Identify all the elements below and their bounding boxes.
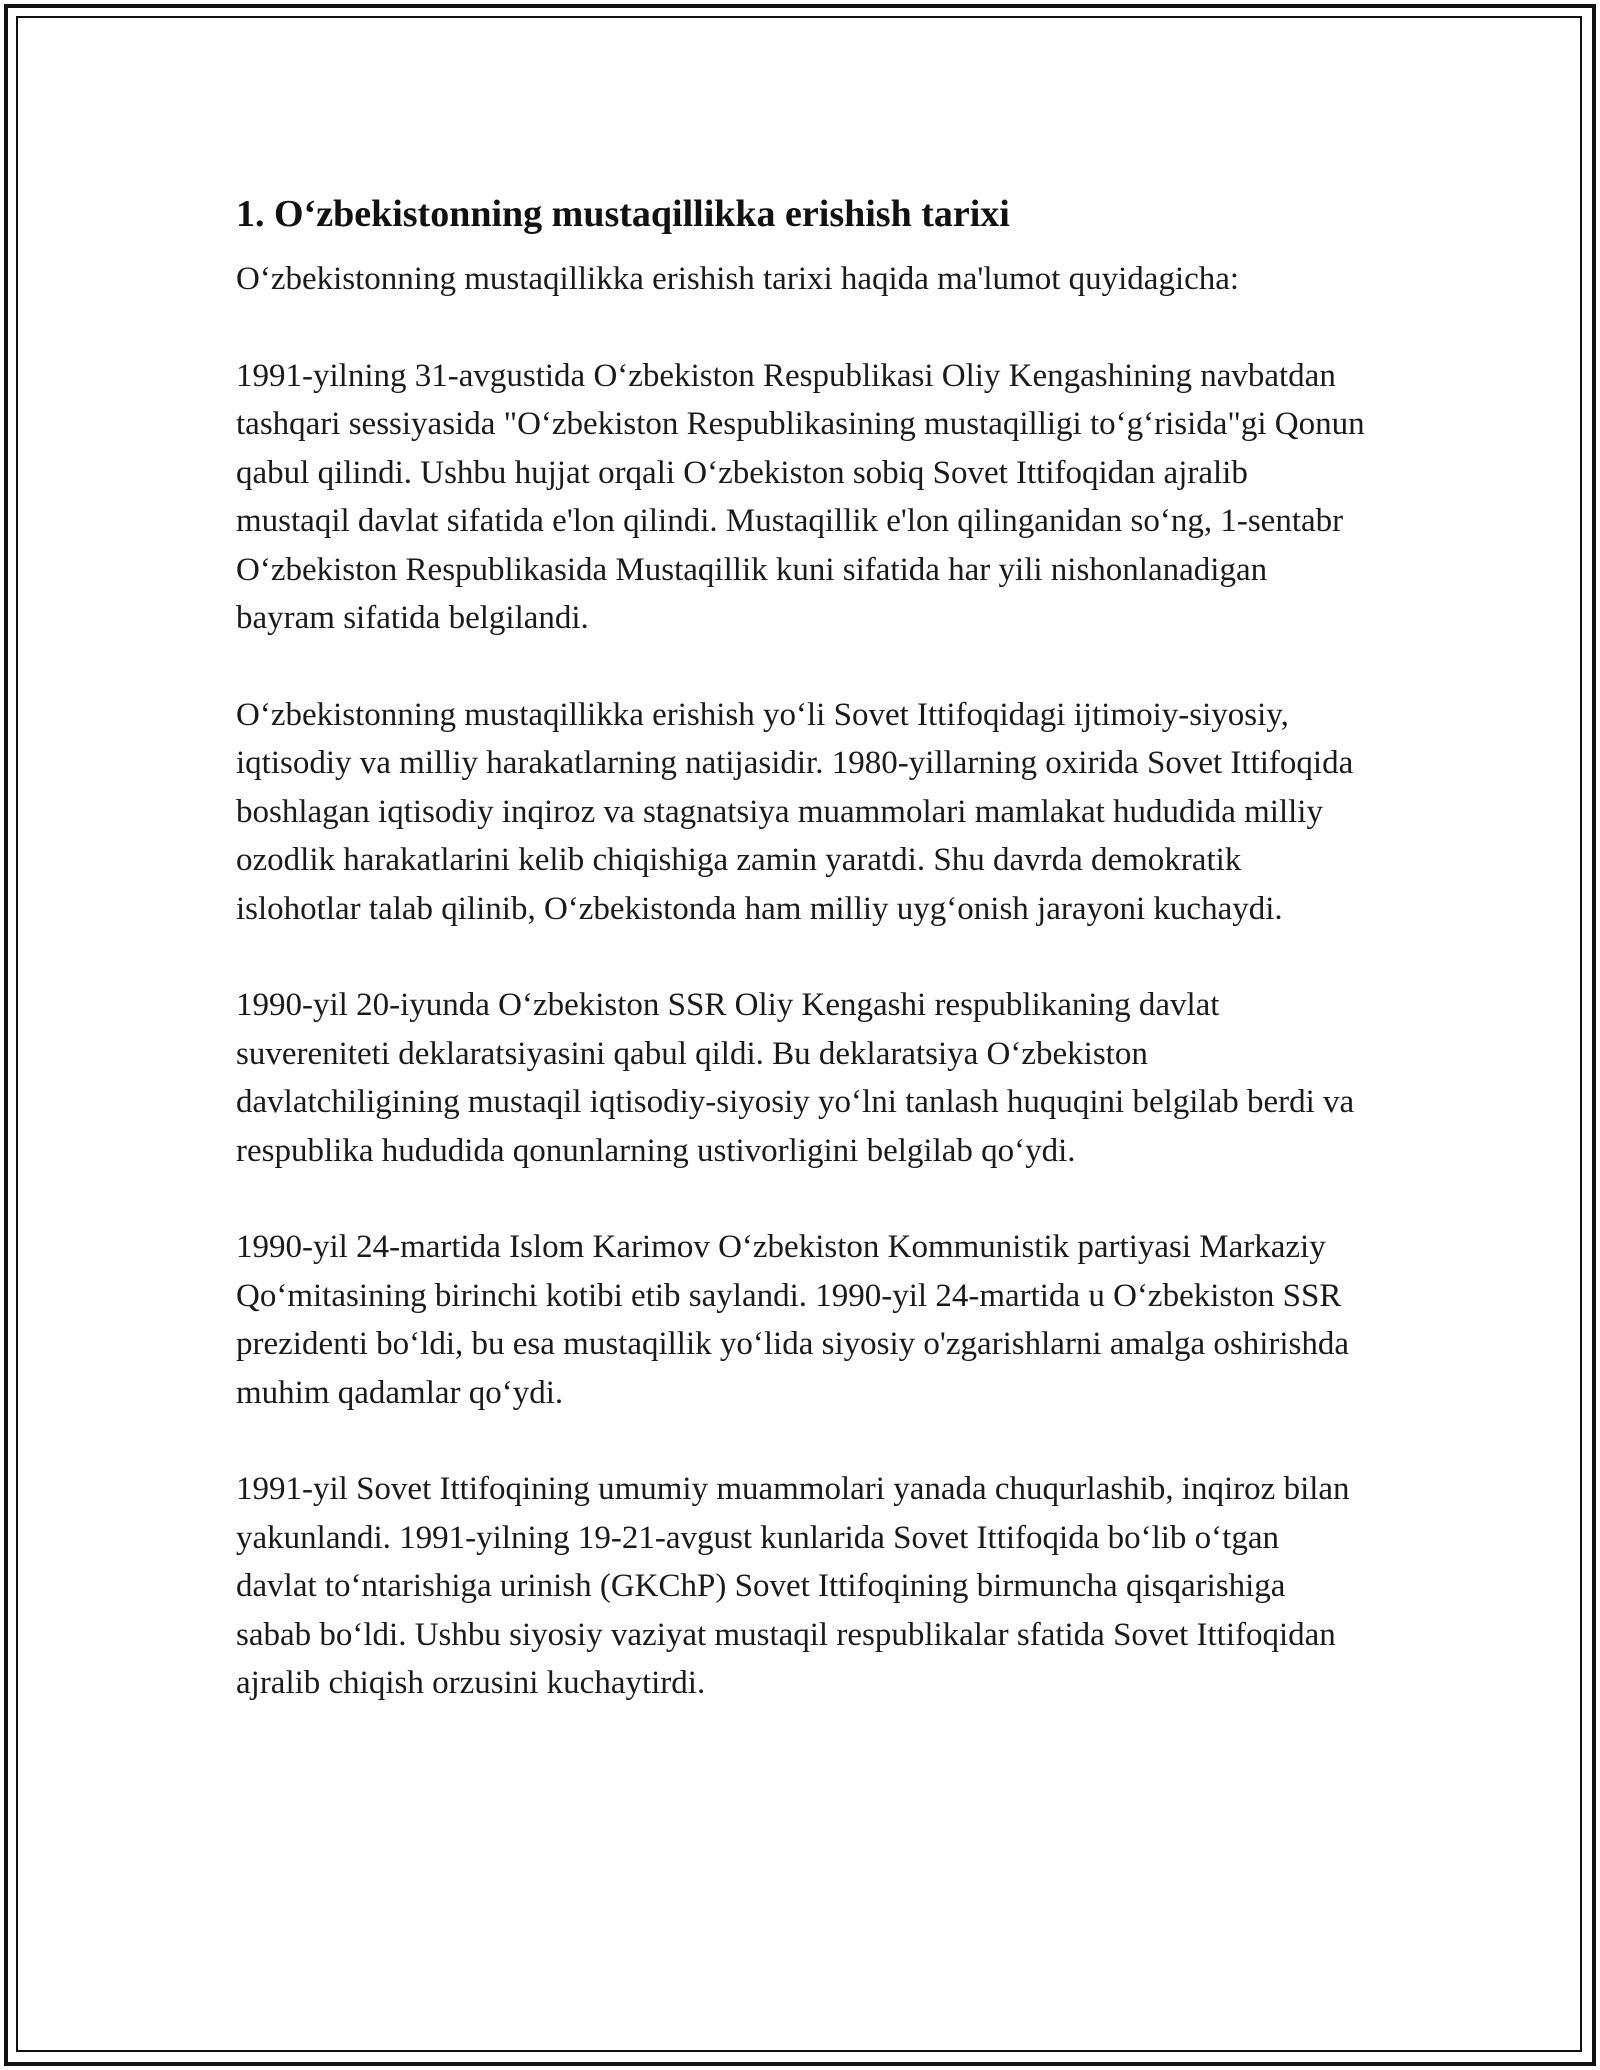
document-body — [236, 185, 1366, 1756]
paragraph-independence-law: 1991-yilning 31-avgustida O‘zbekiston Respublikasi Oliy Kengashining navbatdan tashqari sessiyasida "O‘zbekiston Respublikasining mustaqilligi to‘g‘risida"gi Qonun qabul qilindi. Ushbu hujjat orqali O‘zbekiston sobiq Sovet Ittifoqidan ajralib mustaqil davlat sifatida e'lon qilindi. Mustaqillik e'lon qilinganidan so‘ng, 1-sentabr O‘zbekiston Respublikasida Mustaqillik kuni sifatida har yili nishonlanadigan bayram sifatida belgilandi. — [236, 357, 1365, 636]
paragraph-karimov-election: 1990-yil 24-martida Islom Karimov O‘zbekiston Kommunistik partiyasi Markaziy Qo‘mitasining birinchi kotibi etib saylandi. 1990-yil 24-martida u O‘zbekiston SSR prezidenti bo‘ldi, bu esa mustaqillik yo‘lida siyosiy o'zgarishlarni amalga oshirishda muhim qadamlar qo‘ydi. — [236, 1229, 1350, 1411]
paragraph-gkchp-crisis: 1991-yil Sovet Ittifoqining umumiy muammolari yanada chuqurlashib, inqiroz bilan yakunlandi. 1991-yilning 19-21-avgust kunlarida Sovet Ittifoqida bo‘lib o‘tgan davlat to‘ntarishiga urinish (GKChP) Sovet Ittifoqining birmuncha qisqarishiga sabab bo‘ldi. Ushbu siyosiy vaziyat mustaqil respublikalar sfatida Sovet Ittifoqidan ajralib chiqish orzusini kuchaytirdi. — [236, 1471, 1350, 1701]
paragraph-sovereignty-declaration: 1990-yil 20-iyunda O‘zbekiston SSR Oliy Kengashi respublikaning davlat suvereniteti deklaratsiyasini qabul qildi. Bu deklaratsiya O‘zbekiston davlatchiligining mustaqil iqtisodiy-siyosiy yo‘lni tanlash huquqini belgilab berdi va respublika hududida qonunlarning ustivorligini belgilab qo‘ydi. — [236, 987, 1355, 1169]
section-heading: 1. O‘zbekistonning mustaqillikka erishish tarixi — [236, 193, 1010, 235]
paragraph-intro: O‘zbekistonning mustaqillikka erishish tarixi haqida ma'lumot quyidagicha: — [236, 261, 1240, 297]
paragraph-path-to-independence: O‘zbekistonning mustaqillikka erishish yo‘li Sovet Ittifoqidagi ijtimoiy-siyosiy, iqtisodiy va milliy harakatlarning natijasidir. 1980-yillarning oxirida Sovet Ittifoqida boshlagan iqtisodiy inqiroz va stagnatsiya muammolari mamlakat hududida milliy ozodlik harakatlarini kelib chiqishiga zamin yaratdi. Shu davrda demokratik islohotlar talab qilinib, O‘zbekistonda ham milliy uyg‘onish jarayoni kuchaydi. — [236, 696, 1354, 927]
